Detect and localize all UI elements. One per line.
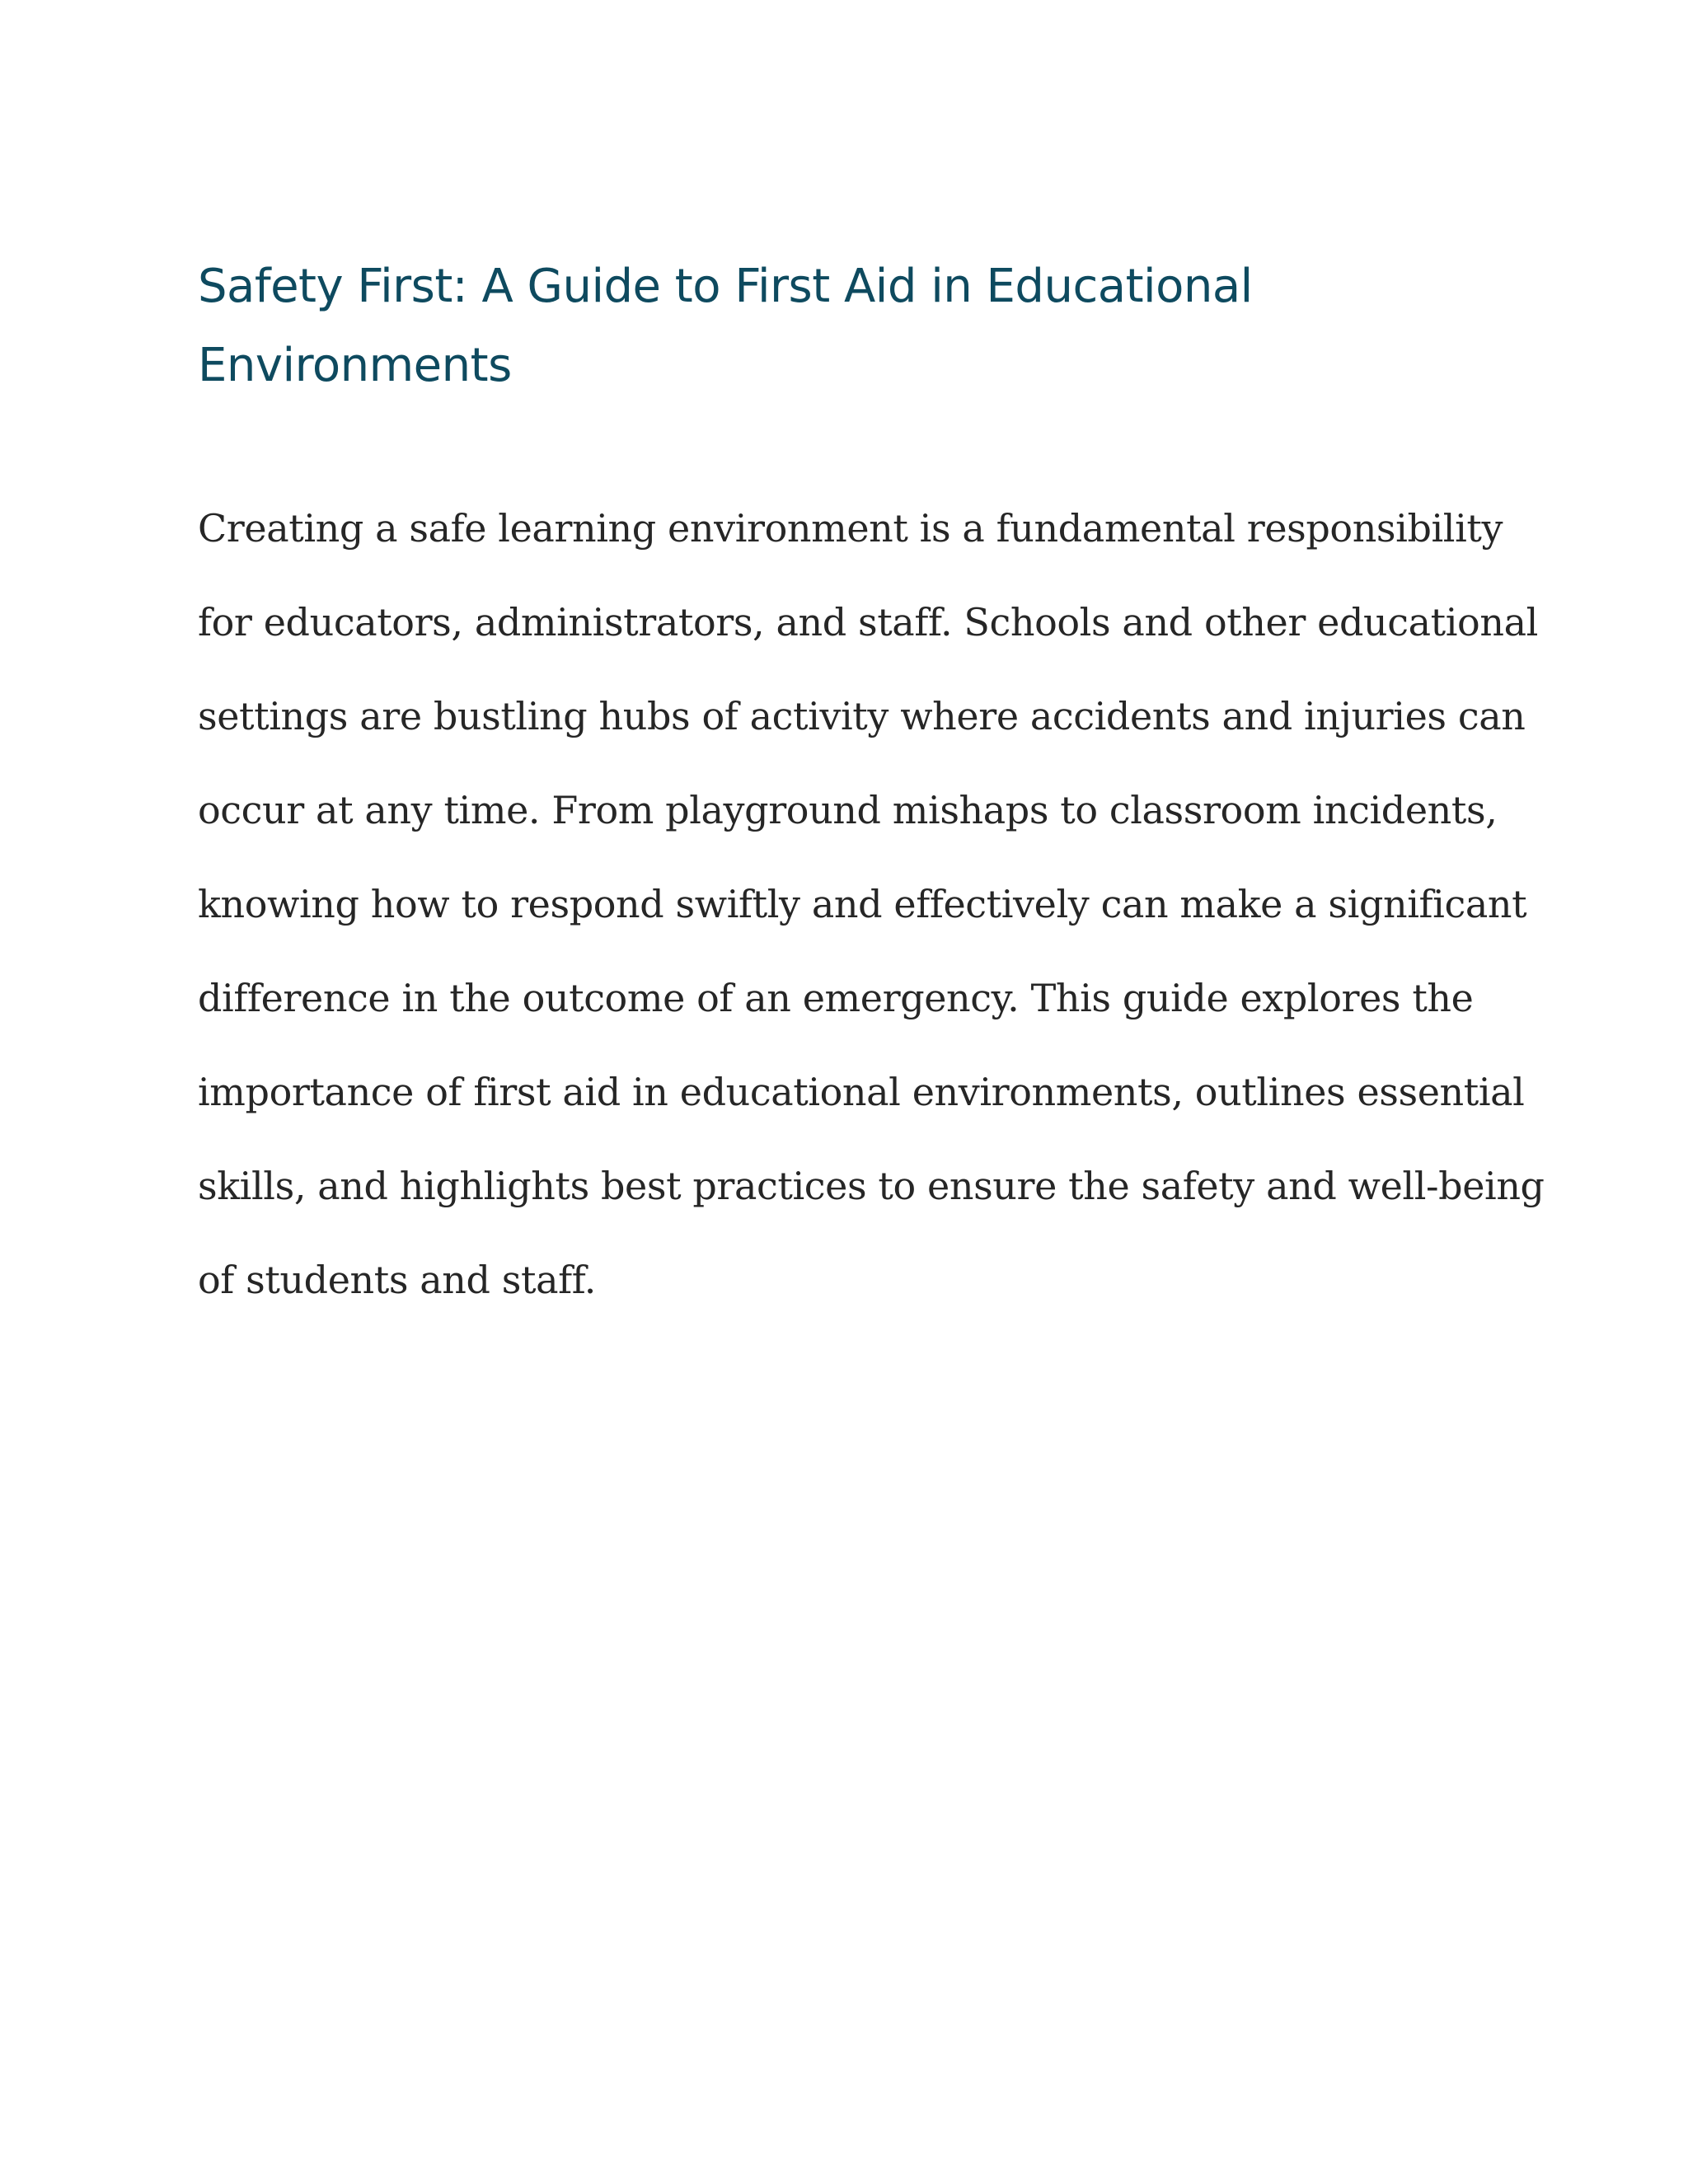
document-title [198,247,1517,405]
intro-paragraph [198,481,1545,1327]
title-line: Safety First: A Guide to First Aid in Educational [198,260,1253,313]
paragraph-line: Creating a safe learning environment is a fundamental responsibility [198,506,1503,551]
paragraph-line: skills, and highlights best practices to ensure the safety and well-being [198,1164,1545,1208]
title-line: Environments [198,339,512,392]
paragraph-line: knowing how to respond swiftly and effectively can make a significant [198,882,1527,926]
paragraph-line: importance of first aid in educational environments, outlines essential [198,1070,1525,1114]
paragraph-line: of students and staff. [198,1258,596,1302]
paragraph-line: occur at any time. From playground mishaps to classroom incidents, [198,788,1498,832]
paragraph-line: settings are bustling hubs of activity where accidents and injuries can [198,694,1526,738]
document-content [198,247,1545,1327]
paragraph-line: difference in the outcome of an emergency. This guide explores the [198,976,1474,1020]
paragraph-line: for educators, administrators, and staff. Schools and other educational [198,600,1538,644]
